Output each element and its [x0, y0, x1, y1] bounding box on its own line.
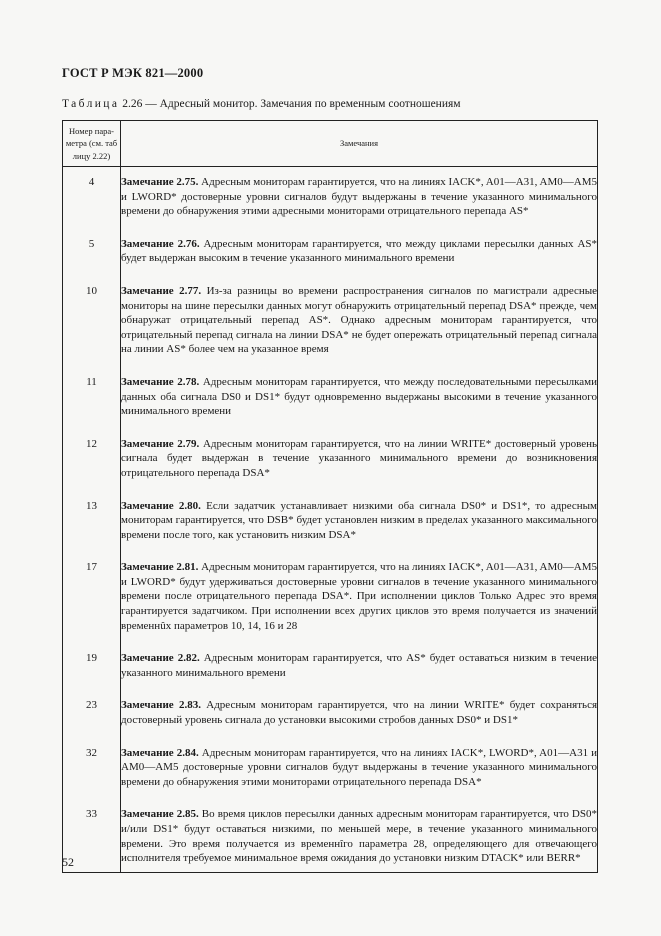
parameter-number: 32 — [86, 746, 97, 759]
parameter-number: 10 — [86, 284, 97, 297]
parameter-number: 5 — [88, 237, 95, 250]
notes-table — [62, 120, 598, 873]
note-cell — [121, 284, 598, 375]
column-header-parameter: Номер пара- метра (см. таб лицу 2.22) — [63, 121, 121, 167]
parameter-number-cell — [63, 237, 121, 284]
note-id: Замечание 2.82. — [121, 652, 200, 665]
parameter-number: 4 — [88, 176, 95, 188]
note-id: Замечание 2.83. — [121, 699, 201, 712]
note-text: Адресным мониторам гарантируется, что AS* будет оставаться низким в течение указанного минимального времени — [121, 652, 598, 679]
note-text: Адресным мониторам гарантируется, что на линии WRITE* будет сохраняться достоверный уровень сигнала до установки высокими стробов данных DS0* и DS1* — [121, 699, 598, 727]
note-cell — [121, 237, 598, 284]
note-body — [121, 698, 597, 745]
note-id: Замечание 2.77. — [121, 284, 202, 297]
table-row — [63, 651, 598, 698]
parameter-number: 11 — [86, 375, 97, 388]
parameter-number-cell — [63, 167, 121, 237]
table-row — [63, 375, 598, 437]
note-body — [121, 746, 597, 808]
note-body — [121, 175, 597, 237]
parameter-number-cell — [63, 284, 121, 375]
table-row — [63, 499, 598, 561]
note-body — [121, 375, 597, 437]
table-row — [63, 807, 598, 872]
table-row — [63, 284, 598, 375]
note-cell — [121, 560, 598, 651]
parameter-number-cell — [63, 651, 121, 698]
standard-title: ГОСТ Р МЭК 821—2000 — [62, 66, 204, 80]
note-text: Во время циклов пересылки данных адресным мониторам гарантируется, что DS0* и/или DS1* будут оставаться низкими, по меньшей мере, в течение указанного минимального времени. Это время получается из временнîго параметра 28, определяющего для отвечающего исполнителя требуемое минимальное время ожидания до установки низким DTACK* или BERR* — [121, 808, 597, 865]
note-id: Замечание 2.75. — [121, 176, 199, 188]
parameter-number-cell — [63, 746, 121, 808]
parameter-number: 13 — [86, 499, 97, 512]
note-cell — [121, 499, 598, 561]
parameter-number-cell — [63, 499, 121, 561]
parameter-number: 19 — [86, 652, 97, 665]
note-text: Адресным мониторам гарантируется, что на линиях IACK*, LWORD*, A01—A31 и AM0—AM5 достоверные уровни сигналов будут выдержаны в течение указанного минимального времени до обнаружения этими мониторами отрицательного перепада DSA* — [121, 746, 598, 788]
note-body — [121, 651, 597, 698]
note-text: Адресным мониторам гарантируется, что между последовательными пересылками данных оба сигнала DS0 и DS1* будут одновременно выдержаны высокими в течение указанного минимального времени — [121, 375, 598, 418]
note-text: Адресным мониторам гарантируется, что на линиях IACK*, A01—A31, AM0—AM5 и LWORD* достоверные уровни сигналов будут выдержаны в течение указанного минимального времени до обнаружения этими адресными мониторами отрицательного перепада AS* — [121, 176, 597, 218]
note-id: Замечание 2.76. — [121, 237, 200, 250]
note-text: Из-за разницы во времени распространения сигналов по магистрали адресные мониторы на шине пересылки данных могут обнаружить отрицательный перепад DSA* прежде, чем обнаружат отрицательный перепад AS*. Однако адресным мониторам гарантируется, что отрицательный перепад сигнала на линии DSA* не будет опережать отрицательный перепад сигнала на линии AS* более чем на указанное время — [121, 284, 598, 356]
note-cell — [121, 807, 598, 872]
table-caption — [62, 98, 461, 110]
parameter-number: 33 — [86, 808, 97, 821]
note-text: Адресным мониторам гарантируется, что между циклами пересылки данных AS* будет выдержан высоким в течение указанного минимального времени — [121, 237, 598, 265]
note-cell — [121, 651, 598, 698]
note-id: Замечание 2.78. — [121, 375, 200, 388]
table-row — [63, 237, 598, 284]
note-body — [121, 437, 597, 499]
note-body — [121, 237, 597, 284]
table-row — [63, 560, 598, 651]
note-id: Замечание 2.84. — [121, 746, 199, 759]
parameter-number-cell — [63, 698, 121, 745]
note-id: Замечание 2.79. — [121, 437, 200, 450]
note-body — [121, 499, 597, 561]
column-header-notes: Замечания — [121, 121, 598, 167]
note-body — [121, 560, 597, 651]
parameter-number: 23 — [86, 699, 97, 712]
page-number: 52 — [62, 855, 74, 869]
note-cell — [121, 437, 598, 499]
note-cell — [121, 746, 598, 808]
table-row — [63, 437, 598, 499]
parameter-number-cell — [63, 437, 121, 499]
note-body — [121, 284, 597, 375]
note-id: Замечание 2.85. — [121, 808, 199, 821]
parameter-number: 12 — [86, 437, 97, 450]
note-cell — [121, 698, 598, 745]
parameter-number: 17 — [86, 561, 97, 574]
table-row — [63, 746, 598, 808]
note-body — [121, 807, 597, 871]
table-caption-label: Таблица — [62, 98, 120, 110]
note-text: Адресным мониторам гарантируется, что на линиях IACK*, A01—A31, AM0—AM5 и LWORD* будут удерживаться достоверные уровни сигналов в течение указанного минимального времени после отрицательного перепада DSA*. При исполнении циклов Только Адрес это время гарантируется задатчиком. При исполнении всех других циклов это время получается из значений временнûх параметров 10, 14, 16 и 28 — [121, 561, 597, 632]
note-text: Если задатчик устанавливает низкими оба сигнала DS0* и DS1*, то адресным мониторам гарантируется, что DSB* будет установлен низким в пределах указанного максимального времени после того, как установить низким DSA* — [121, 499, 598, 541]
table-caption-text: 2.26 — Адресный монитор. Замечания по временным соотношениям — [122, 98, 461, 110]
table-row — [63, 167, 598, 237]
note-text: Адресным мониторам гарантируется, что на линии WRITE* достоверный уровень сигнала будет выдержан в течение указанного минимального времени до возникновения отрицательного перепада DSA* — [121, 437, 598, 479]
note-cell — [121, 167, 598, 237]
parameter-number-cell — [63, 375, 121, 437]
table-row — [63, 698, 598, 745]
table-header-row — [63, 121, 598, 167]
parameter-number-cell — [63, 560, 121, 651]
note-id: Замечание 2.80. — [121, 499, 201, 512]
note-id: Замечание 2.81. — [121, 561, 199, 574]
note-cell — [121, 375, 598, 437]
